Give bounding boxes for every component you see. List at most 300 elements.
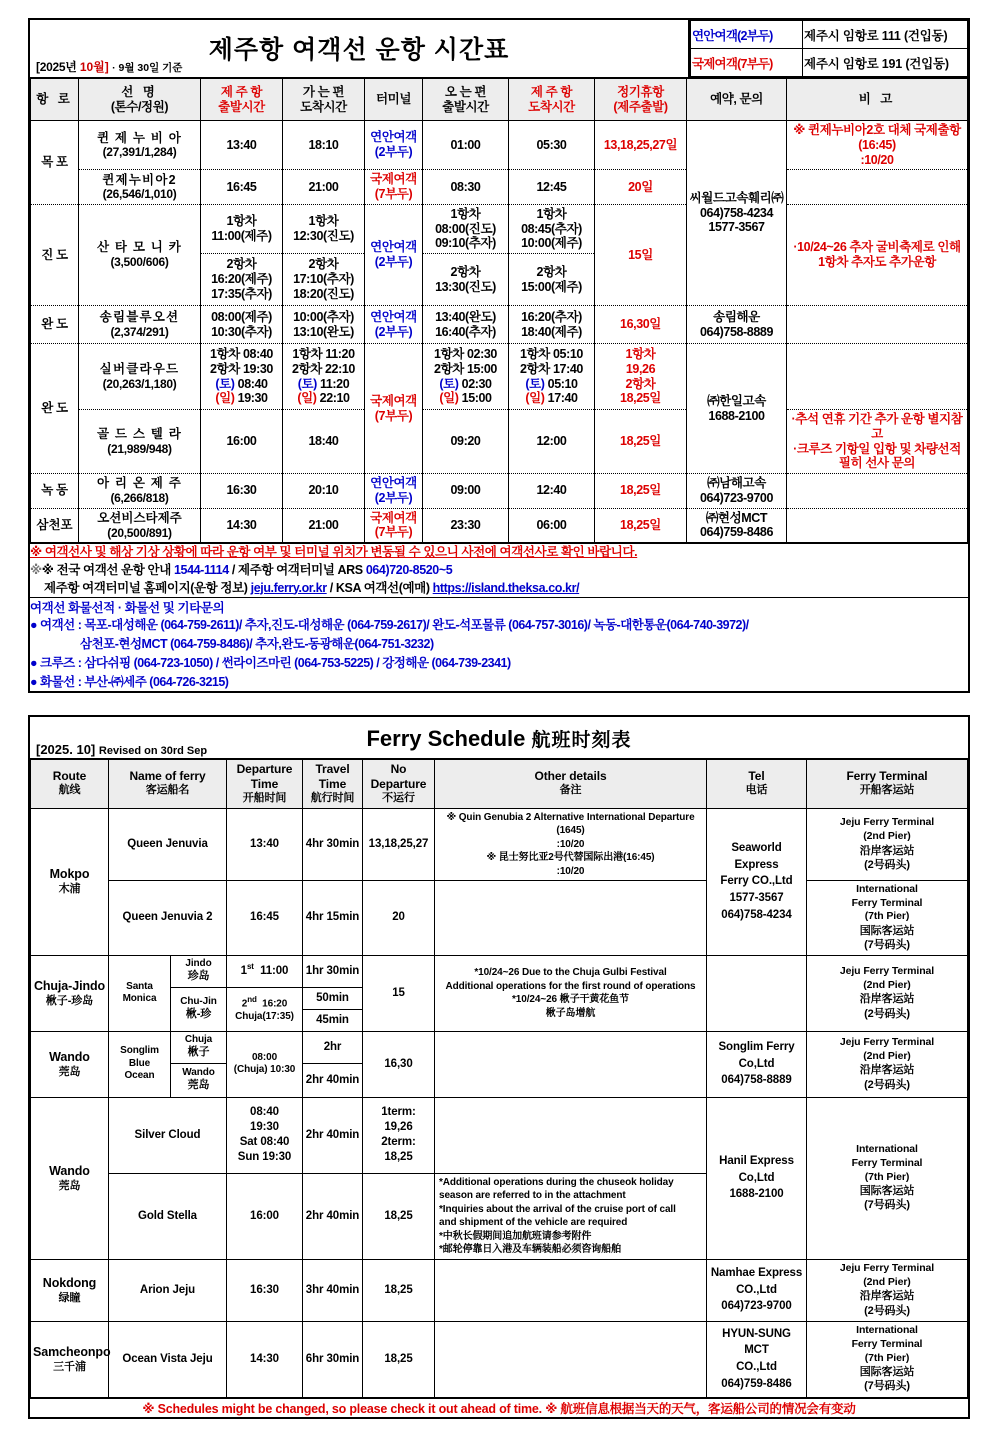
note-info: ※※ 전국 여객선 운항 안내 1544-1114 / 제주항 여객터미널 ARS 064)720-8520~5 [30,562,453,577]
link-jeju-ferry[interactable]: jeju.ferry.or.kr [250,580,327,595]
terminal-name: 연안여객 [370,130,417,145]
cell-route: 진 도 [31,204,79,305]
th-depart [201,79,283,121]
dep-line [202,391,281,406]
terminal-line-3: (7th Pier) [864,910,910,923]
th-booking: 예약, 문의 [687,79,787,121]
cell-leg-destination [171,1031,227,1063]
holiday-label-1: 1항차 [625,347,656,361]
terminal-name: 연안여객 [370,240,417,255]
th-arrive [283,79,365,121]
in-arr-line [510,362,593,377]
period-month: 10월] [79,60,109,74]
tel-number-1[interactable]: 064)758-8889 [721,1074,792,1087]
cell-holiday: 15일 [595,204,687,305]
cargo-line-2: 삼천포-현성MCT (064-759-8486)/ 추자,완도-동광해운(064-751-3232) [80,637,434,651]
revised-label: Revised on 30rd Sep [98,744,208,757]
ship-tonnage: (21,989/948) [107,441,172,456]
note-phone-nationwide[interactable]: 1544-1114 [173,562,229,577]
route-en: Nokdong [42,1275,97,1290]
terminal-line-4: (2号码头) [864,858,910,871]
cell-arrival [283,306,365,344]
incoming-arr-label: 2항차 [536,264,567,279]
th-departure-time [227,759,303,808]
tel-number-1[interactable]: 064)723-9700 [721,1300,792,1313]
remark-line-1: ·추석 연휴 기간 추가 운항 별지참고 [791,412,963,441]
english-period [36,742,207,757]
tel-company-2: CO.,Ltd [736,1283,777,1296]
departure-leg-label: 1항차 [226,214,257,229]
arrival-time: 12:30(진도) [293,228,354,243]
th-ferry-cn: 客运船名 [145,784,190,797]
incoming-arr-label: 1항차 [536,206,567,221]
leg-dest-cn: 莞岛 [187,1079,210,1092]
incoming-leg-label: 2항차 [450,264,481,279]
th-ferry-en: Name of ferry [129,769,206,784]
dep-label-2: 2항차 [210,361,240,376]
departure-time-2: (Chuja) 10:30 [233,1064,296,1076]
terminal-line-3: (7th Pier) [864,1351,910,1364]
in-dep-label-1: 1항차 [434,347,464,361]
terminal-name: 국제여객 [370,510,417,525]
cell-leg-destination [171,987,227,1031]
ship-tonnage: (3,500/606) [110,255,169,270]
terminal-line-4: 国际客运站 [859,1366,915,1379]
cell-ferry-name: Gold Stella [109,1173,227,1259]
cell-terminal [365,474,423,509]
cell-other-details [435,1259,707,1321]
th-holiday-l1: 정기휴항 [617,84,664,99]
cell-contact [687,344,787,474]
terminal-line-4: (2号码头) [864,1007,910,1020]
note-home-pre: 제주항 여객터미널 홈페이지(운항 정보) [44,580,251,595]
cell-incoming-arrival: 12:00 [509,410,595,474]
arr-line [284,391,363,406]
departure-time-2: 10:30(추자) [211,324,272,339]
in-dep-time-1: 02:30 [467,347,497,361]
cell-departure-time: 16:30 [227,1259,303,1321]
route-cn: 莞岛 [58,1179,81,1192]
leg-dest-en: Wando [182,1066,215,1078]
ship-name: 퀸 제 누 비 아 [96,130,183,145]
in-dep-line [424,347,507,362]
cell-terminal [807,955,968,1031]
terminal-line-3: 沿岸客运站 [859,993,915,1006]
route-en: Mokpo [49,867,90,882]
terminal-address-cell [689,19,969,78]
cell-route [31,1097,109,1259]
cell-terminal [365,508,423,543]
terminal-line-2: (2nd Pier) [863,978,911,991]
table-row [31,344,968,410]
route-cn: 三千浦 [53,1360,86,1373]
terminal-pier: (2부두) [374,254,413,269]
tel-number-1[interactable]: 1688-2100 [729,1188,784,1201]
leg-dest-en: Jindo [185,957,212,969]
incoming-arr-2: 10:00(제주) [521,236,582,251]
cell-ship [79,204,201,305]
cell-no-departure: 18,25 [363,1259,435,1321]
cell-travel-time: 2hr 40min [303,1097,363,1173]
cell-terminal [365,204,423,305]
terminal-line-3: 沿岸客运站 [859,844,915,857]
cell-incoming-departure: 09:20 [423,410,509,474]
terminal-pier: (7부두) [374,187,413,201]
cargo-line-1: ● 여객선 : 목포-대성해운 (064-759-2611)/ 추자,진도-대성해운 (064-759-2617)/ 완도-석포물류 (064-757-3016)/ 녹동-대한통운(064-740-3972)/ [30,618,749,633]
cell-tel [707,1321,807,1397]
cell-incoming-departure: 09:00 [423,474,509,509]
arr-label-1: 1항차 [292,347,323,361]
in-dep-label-2: 2항차 [434,361,464,376]
th-injeju-l2: 도착시간 [528,99,575,114]
terminal-line-2: Ferry Terminal [851,1156,923,1169]
korean-grid-cell [29,78,969,544]
korean-schedule-table [28,18,970,693]
cell-incoming-departure [423,254,509,306]
route-cn: 楸子-珍岛 [45,994,94,1007]
korean-data-grid [30,78,968,543]
th-details-cn: 备注 [559,784,582,797]
ship-tonnage: (26,546/1,010) [102,187,177,202]
remark-line-2: ·크루즈 기항일 입항 및 차량선적 필히 선사 문의 [793,441,961,471]
cell-incoming-departure [423,306,509,344]
cell-other-details [435,881,707,956]
contact-tel-1[interactable]: 064)723-9700 [699,490,774,505]
th-remark [787,79,968,121]
contact-tel-1[interactable]: 1688-2100 [708,408,765,423]
th-injeju-l1: 제 주 항 [530,84,573,99]
cell-travel-time-2: 45min [303,1009,363,1031]
link-ksa-island[interactable]: https://island.theksa.co.kr/ [432,580,580,595]
cell-incoming-departure: 23:30 [423,508,509,543]
contact-tel-1[interactable]: 064)759-8486 [699,525,774,540]
th-terminal-cn: 开船客运站 [859,784,915,797]
tel-company-2: Co,Ltd [738,1057,775,1070]
arrival-time-1: 10:00(추자) [293,309,354,324]
cell-ship [79,410,201,474]
cell-arrival: 18:40 [283,410,365,474]
cell-no-departure: 13,18,25,27 [363,808,435,881]
departure-leg-label: 2항차 [226,257,257,272]
note-phone-ars[interactable]: 064)720-8520~5 [365,562,453,577]
cell-incoming-departure [423,204,509,253]
table-row [31,881,968,956]
arr-line [284,347,363,362]
english-header-row [31,759,968,808]
tel-company-2: Co,Ltd [738,1171,775,1184]
ship-tonnage: (20,500/891) [107,525,172,540]
terminal-line-4: 国际客运站 [859,924,915,937]
cell-route: 녹 동 [31,474,79,509]
tel-number-1[interactable]: 1577-3567 [729,891,784,904]
korean-header-row [31,79,968,121]
cell-no-departure [363,1097,435,1173]
holiday-days-2: 18,25일 [620,391,661,406]
th-depart-l1: 제 주 항 [220,84,263,99]
cell-terminal [807,1259,968,1321]
table-row [31,1259,968,1321]
tel-number-1[interactable]: 064)759-8486 [721,1377,792,1390]
leg-departure-2b: Chuja(17:35) [235,1010,294,1022]
cell-no-departure: 18,25 [363,1321,435,1397]
th-ship-l2: (톤수/정원) [110,99,169,114]
departure-time-1: 08:00 [251,1051,278,1063]
period-year: [2025년 [36,60,77,74]
cell-route [31,1031,109,1097]
cell-travel-time: 4hr 30min [303,808,363,881]
arr-label-4: (일) [297,391,317,406]
th-tel-en: Tel [748,769,765,784]
route-en: Samcheonpo [33,1344,111,1359]
dep-line [202,347,281,362]
ship-name: 퀸제누비아2 [102,172,177,187]
cell-incoming-departure: 01:00 [423,121,509,170]
cell-travel-time: 3hr 40min [303,1259,363,1321]
cell-contact [687,306,787,344]
cell-departure-time: 16:00 [227,1173,303,1259]
cell-arrival: 20:10 [283,474,365,509]
cell-travel-time: 2hr [303,1031,363,1063]
cell-holiday: 16,30일 [595,306,687,344]
departure-time-1: 16:20(제주) [211,272,272,287]
korean-schedule-section [0,0,992,693]
contact-name: ㈜현성MCT [705,510,768,525]
terminal-line-4: (2号码头) [864,1078,910,1091]
table-row [31,474,968,509]
cell-tel [707,955,807,1031]
arr-line [284,362,363,377]
cell-travel-time: 6hr 30min [303,1321,363,1397]
contact-name: ㈜한일고속 [707,393,766,408]
cell-departure-time: 14:30 [227,1321,303,1397]
cell-tel [707,808,807,955]
cell-departure-time [227,1097,303,1173]
cell-route: 완 도 [31,306,79,344]
terminal-line-2: Ferry Terminal [851,896,923,909]
cell-departure: 13:40 [201,121,283,170]
terminal-name: 국제여객 [370,172,417,187]
ship-name: 아 리 온 제 주 [96,476,183,491]
terminal-name: 연안여객 [370,476,417,490]
cell-incoming-arrival [509,344,595,410]
detail-line-1: *10/24~26 Due to the Chuja Gulbi Festival [474,967,667,979]
cell-terminal [365,170,423,205]
in-arr-label-1: 1항차 [520,347,550,361]
cell-ship [79,306,201,344]
cell-route: 완 도 [31,344,79,474]
table-row [31,1031,968,1063]
cell-departure: 14:30 [201,508,283,543]
cell-holiday: 18,25일 [595,508,687,543]
th-arrive-l1: 가 는 편 [302,84,345,99]
cell-ship [79,344,201,410]
contact-tel-2[interactable]: 1577-3567 [708,220,765,235]
coastal-terminal-label: 연안여객(2부두) [691,21,803,49]
detail-line-4: 楸子岛增航 [545,1007,596,1019]
tel-company-1: Namhae Express [710,1267,803,1279]
dep-line [202,362,281,377]
period-revised: · 9월 30일 기준 [112,62,183,74]
cell-arrival [283,254,365,306]
in-arr-line [510,391,593,406]
terminal-line-4: 国际客运站 [859,1185,915,1198]
period-subtitle [36,58,182,75]
cell-holiday: 13,18,25,27일 [595,121,687,170]
ship-name: 실버클라우드 [99,362,180,377]
th-ferry-name [109,759,227,808]
dep-label-4: (일) [215,391,235,406]
table-row [31,204,968,253]
th-route-cn: 航线 [58,784,81,797]
ship-tonnage: (2,374/291) [110,324,169,339]
cell-holiday: 20일 [595,170,687,205]
nodep-days-1: 19,26 [384,1121,413,1134]
detail-line-2: :10/20 [556,838,585,850]
tel-company-2: CO.,Ltd [736,1361,777,1374]
cell-holiday [595,344,687,410]
terminal-line-1: Jeju Ferry Terminal [839,816,935,829]
in-dep-label-3: (토) [439,376,459,391]
incoming-time-2: 09:10(추자) [435,236,496,251]
route-en: Wando [49,1163,90,1178]
cell-other-details [435,1031,707,1097]
th-route-en: Route [52,769,87,784]
cell-remark [787,410,968,474]
incoming-time-1: 13:40(완도) [435,309,496,324]
cell-arrival [283,344,365,410]
remark-line-1: ※ 퀸제누비아2호 대체 국제출항(16:45) [793,123,961,152]
cell-departure: 16:30 [201,474,283,509]
arrival-time-2: 18:20(진도) [293,286,354,301]
cell-route: 삼천포 [31,508,79,543]
departure-time: 11:00(제주) [211,228,272,243]
th-arrive-l2: 도착시간 [300,99,347,114]
cell-incoming-arrival [509,306,595,344]
arr-time-2: 22:10 [325,361,355,376]
th-injeju [509,79,595,121]
terminal-pier: (2부두) [374,324,413,339]
cell-terminal [365,121,423,170]
terminal-line-3: (7th Pier) [864,1170,910,1183]
cell-arrival: 21:00 [283,170,365,205]
note-home-mid: / KSA 여객선(예매) [326,580,433,595]
remark-line-2: :10/20 [860,152,894,167]
terminal-row-coastal [691,21,968,49]
terminal-line-4: (2号码头) [864,1304,910,1317]
international-terminal-address: 제주시 임항로 191 (건입동) [803,49,968,77]
th-nodep-cn: 不运行 [382,791,415,804]
detail-line-5: *中秋长假期间追加航班请参考附件 [439,1230,592,1242]
page-title: 제주항 여객선 운항 시간표 [208,35,510,64]
arr-time-3: 11:20 [320,376,350,391]
dep-time-2: 19:30 [243,361,273,376]
cell-travel-time: 50min [303,987,363,1009]
cell-ship [79,121,201,170]
table-row [31,170,968,205]
th-ship [79,79,201,121]
tel-company-1: HYUN-SUNG MCT [722,1327,791,1357]
english-schedule-section [0,693,992,1432]
in-arr-time-2: 17:40 [553,361,583,376]
incoming-arr-2: 18:40(제주) [521,324,582,339]
cell-remark [787,508,968,543]
table-row [31,808,968,881]
terminal-line-1: Jeju Ferry Terminal [839,1036,935,1049]
ship-name: 산 타 모 니 카 [96,240,183,255]
cell-remark [787,170,968,205]
detail-line-3: *10/24~26 楸子干黄花鱼节 [512,994,629,1006]
cell-tel [707,1097,807,1259]
detail-line-1: *Additional operations during the chuseok holiday [439,1176,674,1188]
detail-line-1: ※ Quin Genubia 2 Alternative International Departure (1645) [446,811,695,836]
terminal-line-5: (7号码头) [864,1380,910,1393]
in-arr-label-4: (일) [525,391,545,406]
terminal-line-1: Jeju Ferry Terminal [839,1262,935,1275]
cell-incoming-arrival: 05:30 [509,121,595,170]
terminal-line-3: 沿岸客运站 [859,1064,915,1077]
cell-departure-time: 16:45 [227,881,303,956]
incoming-time-1: 13:30(진도) [435,279,496,294]
in-arr-label-2: 2항차 [520,361,550,376]
departure-time-2: 17:35(추자) [211,286,272,301]
cell-no-departure: 15 [363,955,435,1031]
english-grid-cell [29,758,969,1398]
cell-ferry-name [109,1031,171,1097]
cell-no-departure: 20 [363,881,435,956]
cell-incoming-arrival [509,254,595,306]
arrival-time-2: 13:10(완도) [293,324,354,339]
english-data-grid [30,759,968,1398]
contact-tel-1[interactable]: 064)758-4234 [699,205,774,220]
th-terminal: 터미널 [365,79,423,121]
th-travel-time [303,759,363,808]
cell-tel [707,1031,807,1097]
terminal-line-3: 沿岸客运站 [859,1290,915,1303]
korean-title-cell [29,19,689,78]
leg-dest-cn: 楸-珍 [185,1008,212,1021]
cell-ferry-name: Santa Monica [109,955,171,1031]
contact-tel-1[interactable]: 064)758-8889 [699,324,774,339]
cell-route: 목 포 [31,121,79,205]
terminal-line-1: Jeju Ferry Terminal [839,965,935,978]
in-arr-time-4: 17:40 [547,391,578,406]
cell-travel-time: 2hr 40min [303,1173,363,1259]
in-arr-line [510,347,593,362]
terminal-pier: (7부두) [374,525,413,540]
th-departure-en: Departure Time [236,761,293,791]
nodep-days-2: 18,25 [384,1150,413,1163]
nodep-label-1: 1term: [381,1106,416,1119]
arr-time-1: 11:20 [325,347,355,361]
title-cn: 航班时刻表 [531,730,632,751]
th-tel-cn: 电话 [745,784,768,797]
coastal-terminal-address: 제주시 임항로 111 (건입동) [803,21,968,49]
th-travel-cn: 航行时间 [310,791,355,804]
cell-incoming-arrival [509,204,595,253]
departure-time-1: 08:00(제주) [211,309,272,324]
leg-dest-cn: 珍岛 [187,970,210,983]
cell-holiday: 18,25일 [595,410,687,474]
dep-time-3: 08:40 [237,376,268,391]
contact-name: 송림해운 [713,309,760,324]
tel-number-2[interactable]: 064)758-4234 [721,908,792,921]
terminal-name: 국제여객 [370,393,417,408]
th-no-departure [363,759,435,808]
contact-name: 씨월드고속훼리㈜ [689,190,784,205]
in-dep-label-4: (일) [439,391,459,406]
arr-line [284,377,363,392]
in-dep-line [424,391,507,406]
